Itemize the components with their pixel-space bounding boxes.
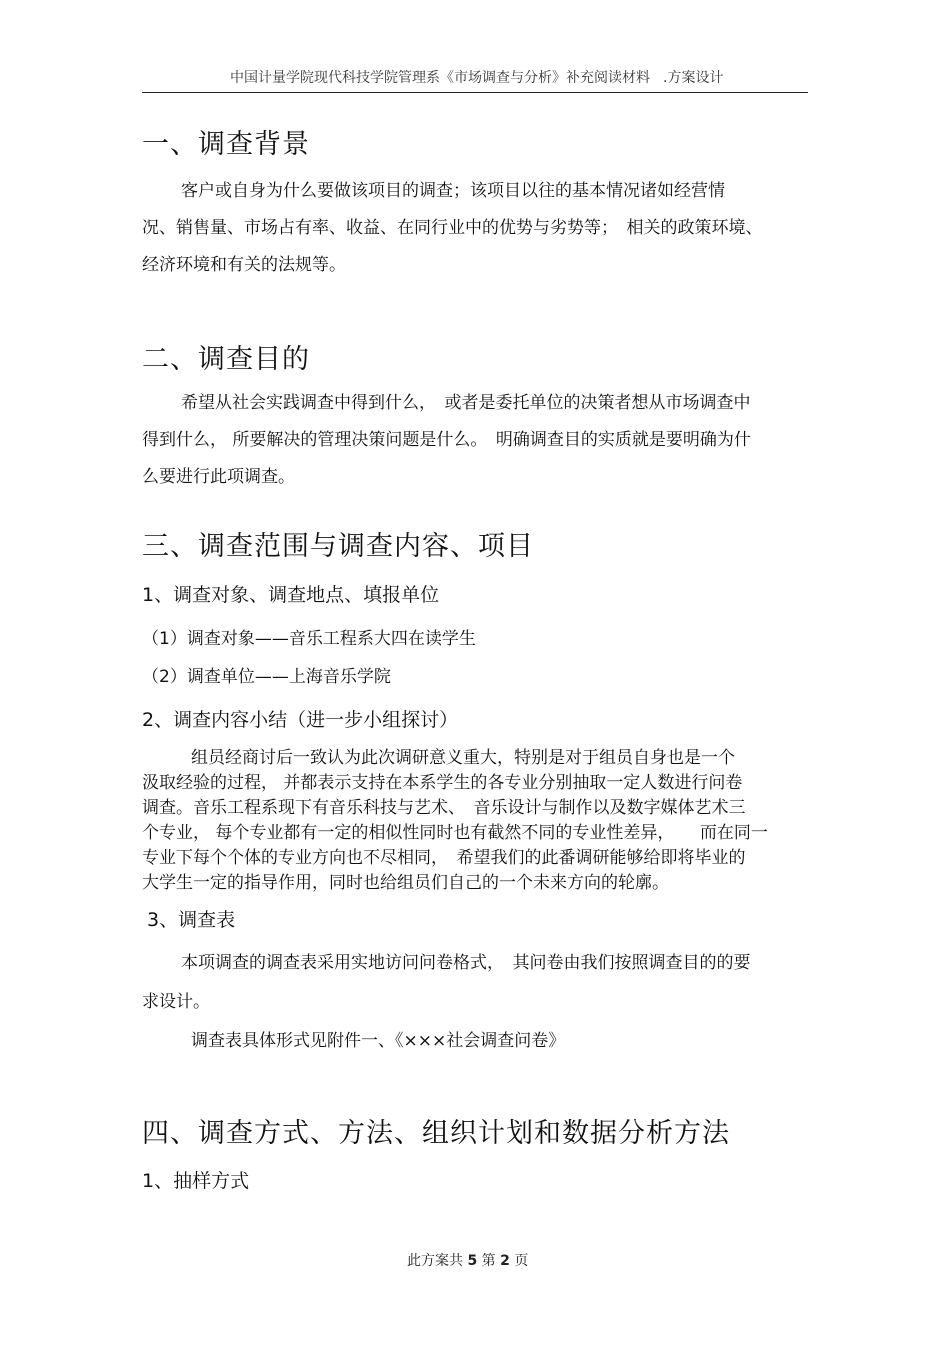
section-2-line-2: 得到什么， 所要解决的管理决策问题是什么。 明确调查目的实质就是要明确为什 <box>142 430 751 450</box>
section-3-subheading-1: 1、调查对象、调查地点、填报单位 <box>142 584 440 606</box>
section-3-subheading-2: 2、调查内容小结（进一步小组探讨） <box>142 709 459 731</box>
section-3-heading: 三、调查范围与调查内容、项目 <box>142 531 534 562</box>
section-1-heading: 一、调查背景 <box>142 129 310 160</box>
section-2-line-3: 么要进行此项调查。 <box>142 467 295 487</box>
section-3-summary-line-6: 大学生一定的指导作用，同时也给组员们自己的一个未来方向的轮廓。 <box>142 873 669 893</box>
section-2-line-1: 希望从社会实践调查中得到什么， 或者是委托单位的决策者想从市场调查中 <box>181 393 751 413</box>
section-1-line-3: 经济环境和有关的法规等。 <box>142 255 346 275</box>
section-2-heading: 二、调查目的 <box>142 344 310 375</box>
section-3-summary-line-4: 个专业， 每个专业都有一定的相似性同时也有截然不同的专业性差异， 而在同一 <box>142 823 768 843</box>
section-3-form-line-1: 本项调查的调查表采用实地访问问卷格式， 其问卷由我们按照调查目的的要 <box>181 953 751 973</box>
page-footer <box>407 1250 528 1270</box>
running-header-section: .方案设计 <box>663 70 724 86</box>
section-1-line-1: 客户或自身为什么要做该项目的调查；该项目以往的基本情况诸如经营情 <box>181 181 725 201</box>
section-3-summary-line-2: 汲取经验的过程， 并都表示支持在本系学生的各专业分别抽取一定人数进行问卷 <box>142 773 743 793</box>
section-4-heading: 四、调查方式、方法、组织计划和数据分析方法 <box>142 1118 730 1149</box>
section-3-form-note: 调查表具体形式见附件一、《×××社会调查问卷》 <box>191 1031 566 1051</box>
header-rule <box>142 92 808 93</box>
section-3-item-1: （1）调查对象——音乐工程系大四在读学生 <box>142 629 476 649</box>
section-3-summary-line-5: 专业下每个个体的专业方向也不尽相同， 希望我们的此番调研能够给即将毕业的 <box>142 848 746 868</box>
running-header-title: 中国计量学院现代科技学院管理系《市场调查与分析》补充阅读材料 <box>230 70 650 86</box>
footer-mid: 第 <box>481 1253 496 1269</box>
section-3-item-2: （2）调查单位——上海音乐学院 <box>142 667 391 687</box>
section-3-subheading-3: 3、调查表 <box>147 909 236 931</box>
footer-page-number: 2 <box>500 1253 510 1269</box>
section-3-form-line-2: 求设计。 <box>142 992 210 1012</box>
footer-prefix: 此方案共 <box>407 1253 463 1269</box>
footer-total-pages: 5 <box>467 1253 478 1269</box>
section-1-line-2: 况、销售量、市场占有率、收益、在同行业中的优势与劣势等； 相关的政策环境、 <box>142 218 763 238</box>
footer-suffix: 页 <box>514 1253 529 1269</box>
section-3-summary-line-3: 调查。音乐工程系现下有音乐科技与艺术、 音乐设计与制作以及数字媒体艺术三 <box>142 798 746 818</box>
section-4-subheading-1: 1、抽样方式 <box>142 1170 250 1192</box>
section-3-summary-line-1: 组员经商讨后一致认为此次调研意义重大，特别是对于组员自身也是一个 <box>191 748 735 768</box>
